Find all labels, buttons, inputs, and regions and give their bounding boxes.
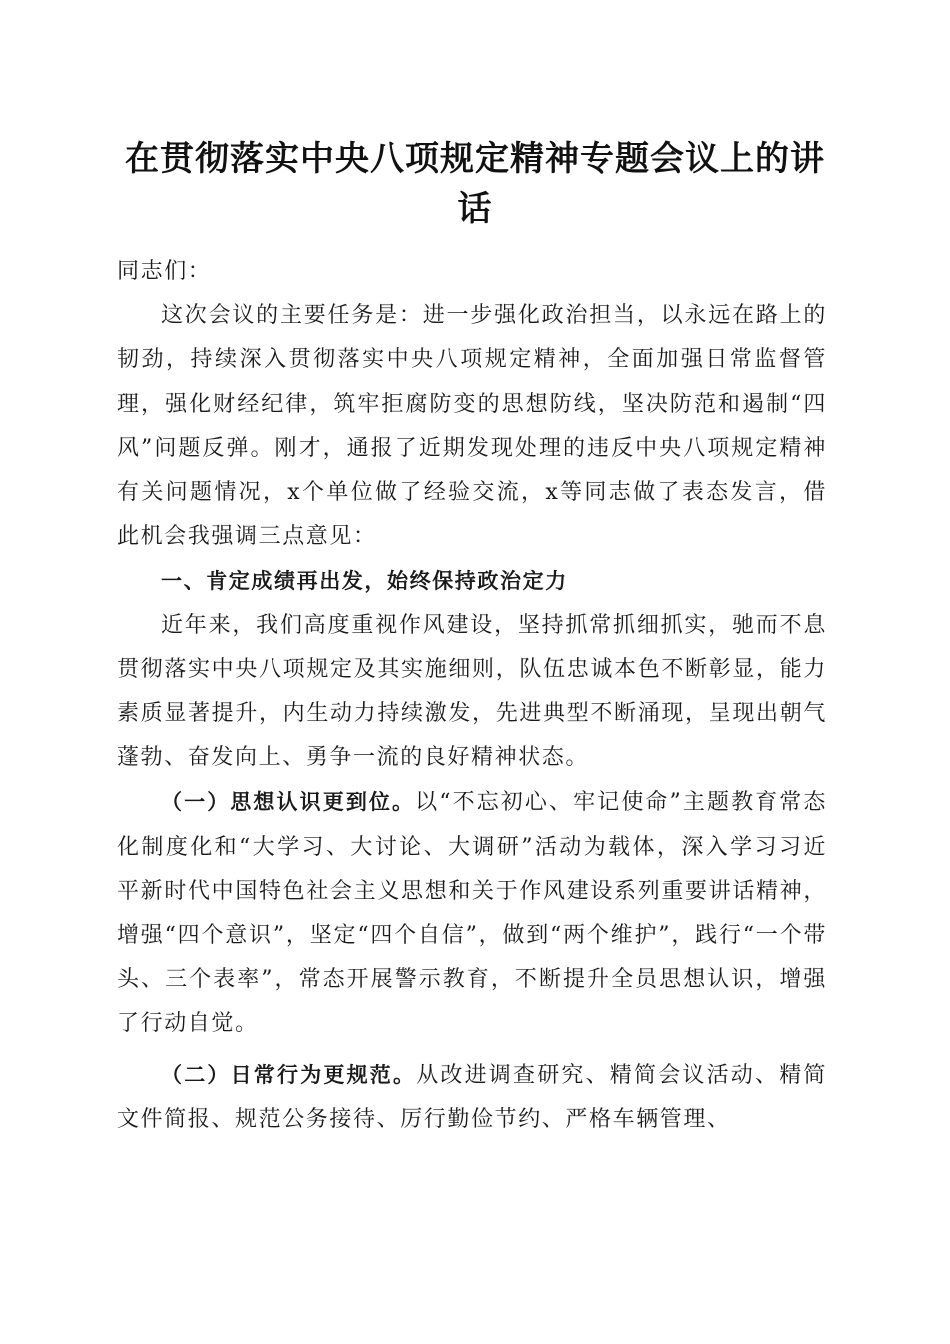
item-1-paragraph bbox=[117, 780, 827, 1046]
intro-paragraph: 这次会议的主要任务是：进一步强化政治担当，以永远在路上的韧劲，持续深入贯彻落实中央八项规定精神，全面加强日常监督管理，强化财经纪律，筑牢拒腐防变的思想防线，坚决防范和遏制“四风”问题反弹。刚才，通报了近期发现处理的违反中央八项规定精神有关问题情况，x个单位做了经验交流，x等同志做了表态发言，借此机会我强调三点意见： bbox=[117, 303, 827, 550]
item-2-paragraph bbox=[117, 1053, 827, 1142]
item-1-text: 以“不忘初心、牢记使命”主题教育常态化制度化和“大学习、大讨论、大调研”活动为载体，深入学习习近平新时代中国特色社会主义思想和关于作风建设系列重要讲话精神，增强“四个意识”，坚定“四个自信”，做到“两个维护”，践行“一个带头、三个表率”，常态开展警示教育，不断提升全员思想认识，增强了行动自觉。 bbox=[117, 790, 827, 1037]
item-1-heading: （一）思想认识更到位。 bbox=[161, 790, 416, 815]
document-body bbox=[117, 250, 827, 1142]
item-2-text: 从改进调查研究、精简会议活动、精简文件简报、规范公务接待、厉行勤俭节约、严格车辆管理、 bbox=[117, 1062, 827, 1132]
item-2-heading: （二）日常行为更规范。 bbox=[161, 1062, 417, 1087]
section-1-heading: 一、肯定成绩再出发，始终保持政治定力 bbox=[161, 569, 568, 594]
section-1-paragraph: 近年来，我们高度重视作风建设，坚持抓常抓细抓实，驰而不息贯彻落实中央八项规定及其实施细则，队伍忠诚本色不断彰显，能力素质显著提升，内生动力持续激发，先进典型不断涌现，呈现出朝气蓬勃、奋发向上、勇争一流的良好精神状态。 bbox=[117, 612, 827, 771]
document-title: 在贯彻落实中央八项规定精神专题会议上的讲话 bbox=[125, 139, 825, 229]
salutation: 同志们： bbox=[117, 259, 212, 284]
